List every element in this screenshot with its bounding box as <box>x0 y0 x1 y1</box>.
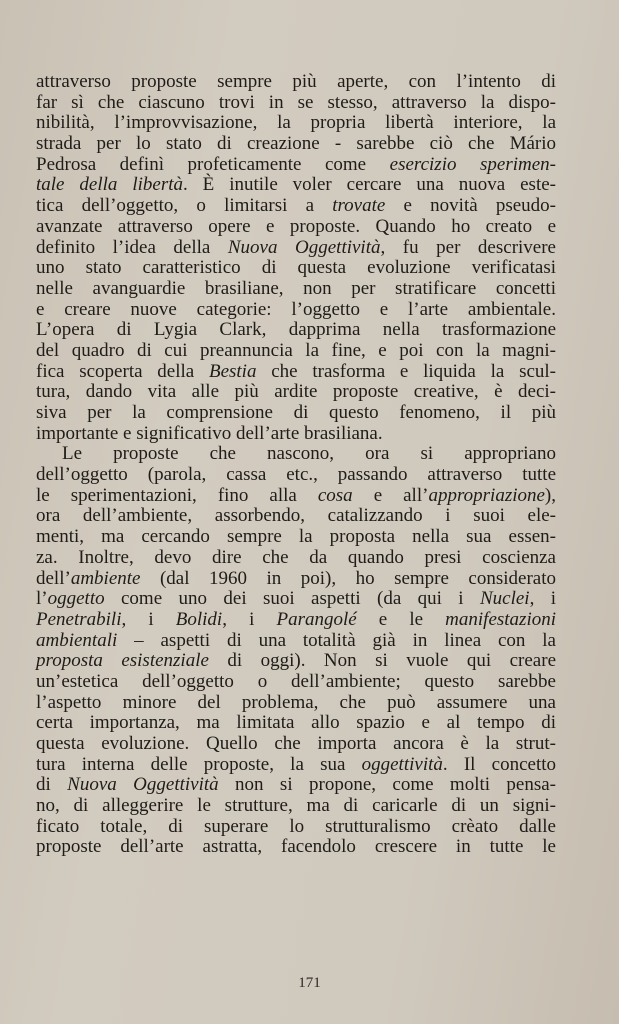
text-line <box>36 693 556 714</box>
text-segment: Le proposte che nascono, ora si appropriano <box>62 443 556 465</box>
text-line <box>36 755 556 776</box>
text-segment: di oggi). Non si vuole qui creare <box>208 650 556 672</box>
italic-text: trovate <box>332 195 386 217</box>
text-line <box>36 362 556 383</box>
text-segment: certa importanza, ma limitata allo spazio e al tempo di <box>36 712 556 734</box>
text-line <box>36 217 556 238</box>
italic-text: proposta esistenziale <box>36 650 209 672</box>
text-segment: un’estetica dell’oggetto o dell’ambiente; questo sarebbe <box>36 670 556 692</box>
text-segment: come uno dei suoi aspetti (da qui i <box>104 588 480 610</box>
text-line <box>36 631 556 652</box>
text-line <box>36 713 556 734</box>
text-line <box>36 775 556 796</box>
text-line <box>36 672 556 693</box>
text-segment: uno stato caratteristico di questa evoluzione verificatasi <box>36 257 556 279</box>
text-segment: tica dell’oggetto, o limitarsi a <box>36 195 333 217</box>
italic-text: appropriazione <box>428 484 545 506</box>
text-segment: e creare nuove categorie: l’oggetto e l’arte ambientale. <box>36 298 556 320</box>
italic-text: Parangolé <box>276 608 357 630</box>
text-segment: tura, dando vita alle più ardite proposte creative, è deci- <box>36 381 556 403</box>
text-segment: far sì che ciascuno trovi in se stesso, attraverso la dispo- <box>36 91 556 113</box>
text-segment: ), <box>544 484 556 506</box>
text-line <box>36 238 556 259</box>
text-line <box>36 113 556 134</box>
text-line <box>36 651 556 672</box>
text-segment: del quadro di cui preannuncia la fine, e poi con la magni- <box>36 339 556 361</box>
text-line <box>36 279 556 300</box>
text-segment: Pedrosa definì profeticamente come <box>36 153 390 175</box>
text-segment: ficato totale, di superare lo strutturalismo crèato dalle <box>36 815 556 837</box>
italic-text: Bestia <box>208 360 257 382</box>
text-segment: dell’oggetto (parola, cassa etc., passando attraverso tutte <box>36 464 556 486</box>
text-segment: strada per lo stato di creazione - sarebbe ciò che Mário <box>36 133 556 155</box>
italic-text: Nuova Oggettività <box>67 774 219 796</box>
text-line <box>36 610 556 631</box>
text-line <box>36 527 556 548</box>
text-line <box>36 465 556 486</box>
text-segment: . È inutile voler cercare una nuova este- <box>183 174 556 196</box>
text-line <box>36 155 556 176</box>
text-segment: l’aspetto minore del problema, che può assumere una <box>36 691 556 713</box>
text-segment: nelle avanguardie brasiliane, non per stratificare concetti <box>36 277 556 299</box>
italic-text: Penetrabili <box>36 608 122 630</box>
text-segment: importante e significativo dell’arte brasiliana. <box>36 422 383 444</box>
text-segment: menti, ma cercando sempre la proposta nella sua essen- <box>36 526 556 548</box>
text-segment: di <box>36 774 68 796</box>
text-segment: siva per la comprensione di questo fenomeno, il più <box>36 402 556 423</box>
italic-text: Nuova Oggettività <box>227 236 381 258</box>
text-segment: ora dell’ambiente, assorbendo, catalizzando i suoi ele- <box>36 505 556 527</box>
text-line <box>36 320 556 341</box>
text-line <box>36 258 556 279</box>
text-segment: le sperimentazioni, fino alla <box>36 484 318 506</box>
text-line <box>36 382 556 403</box>
text-segment: no, di alleggerire le strutture, ma di caricarle di un signi- <box>36 795 556 817</box>
italic-text: ambiente <box>70 567 141 589</box>
italic-text: manifestazioni <box>445 608 557 630</box>
text-line <box>36 734 556 755</box>
text-segment: proposte dell’arte astratta, facendolo crescere in tutte le <box>36 836 556 858</box>
text-segment: attraverso proposte sempre più aperte, con l’intento di <box>36 71 556 92</box>
italic-text: esercizio sperimen- <box>389 153 556 175</box>
text-segment: definito l’idea della <box>36 236 228 258</box>
text-segment: L’opera di Lygia Clark, dapprima nella trasformazione <box>36 319 556 341</box>
text-line <box>36 175 556 196</box>
italic-text: cosa <box>317 484 353 506</box>
italic-text: oggetto <box>47 588 105 610</box>
text-line <box>36 93 556 114</box>
text-segment: questa evoluzione. Quello che importa ancora è la strut- <box>36 733 556 754</box>
text-segment: za. Inoltre, devo dire che da quando presi coscienza <box>36 546 556 568</box>
text-segment: e all’ <box>352 484 429 506</box>
text-segment: nibilità, l’improvvisazione, la propria libertà interiore, la <box>36 112 556 134</box>
text-line <box>36 817 556 838</box>
text-line <box>36 589 556 610</box>
text-segment: (dal 1960 in poi), ho sempre considerato <box>140 567 556 589</box>
text-segment: non si propone, come molti pensa- <box>218 774 557 796</box>
body-text <box>36 72 556 858</box>
text-line <box>36 837 556 858</box>
text-line <box>36 548 556 569</box>
text-segment: tura interna delle proposte, la sua <box>36 753 362 775</box>
text-line <box>36 196 556 217</box>
text-line <box>36 569 556 590</box>
text-segment: . Il concetto <box>442 753 556 775</box>
text-segment: che trasforma e liquida la scul- <box>256 360 557 382</box>
text-line <box>36 341 556 362</box>
text-line <box>36 444 556 465</box>
text-segment: l’ <box>36 588 48 610</box>
text-segment: , fu per descrivere <box>380 236 556 258</box>
text-segment: – aspetti di una totalità già in linea con la <box>117 629 556 651</box>
text-line <box>36 796 556 817</box>
text-line <box>36 424 556 445</box>
text-segment: fica scoperta della <box>36 360 209 382</box>
text-line <box>36 486 556 507</box>
text-segment: , i <box>529 588 557 610</box>
text-segment: dell’ <box>36 567 71 589</box>
page-number: 171 <box>298 975 321 991</box>
italic-text: Nuclei <box>479 588 530 610</box>
text-line <box>36 72 556 93</box>
text-segment: e novità pseudo- <box>385 195 557 217</box>
italic-text: oggettività <box>361 753 443 775</box>
text-line <box>36 403 556 424</box>
text-segment: avanzate attraverso opere e proposte. Quando ho creato e <box>36 215 556 237</box>
text-line <box>36 506 556 527</box>
text-line <box>36 300 556 321</box>
text-segment: , i <box>121 608 176 630</box>
text-line <box>36 134 556 155</box>
text-segment: , i <box>222 608 277 630</box>
text-segment: e le <box>356 608 446 630</box>
italic-text: tale della libertà <box>36 174 183 196</box>
italic-text: ambientali <box>36 629 118 651</box>
italic-text: Bolidi <box>175 608 223 630</box>
